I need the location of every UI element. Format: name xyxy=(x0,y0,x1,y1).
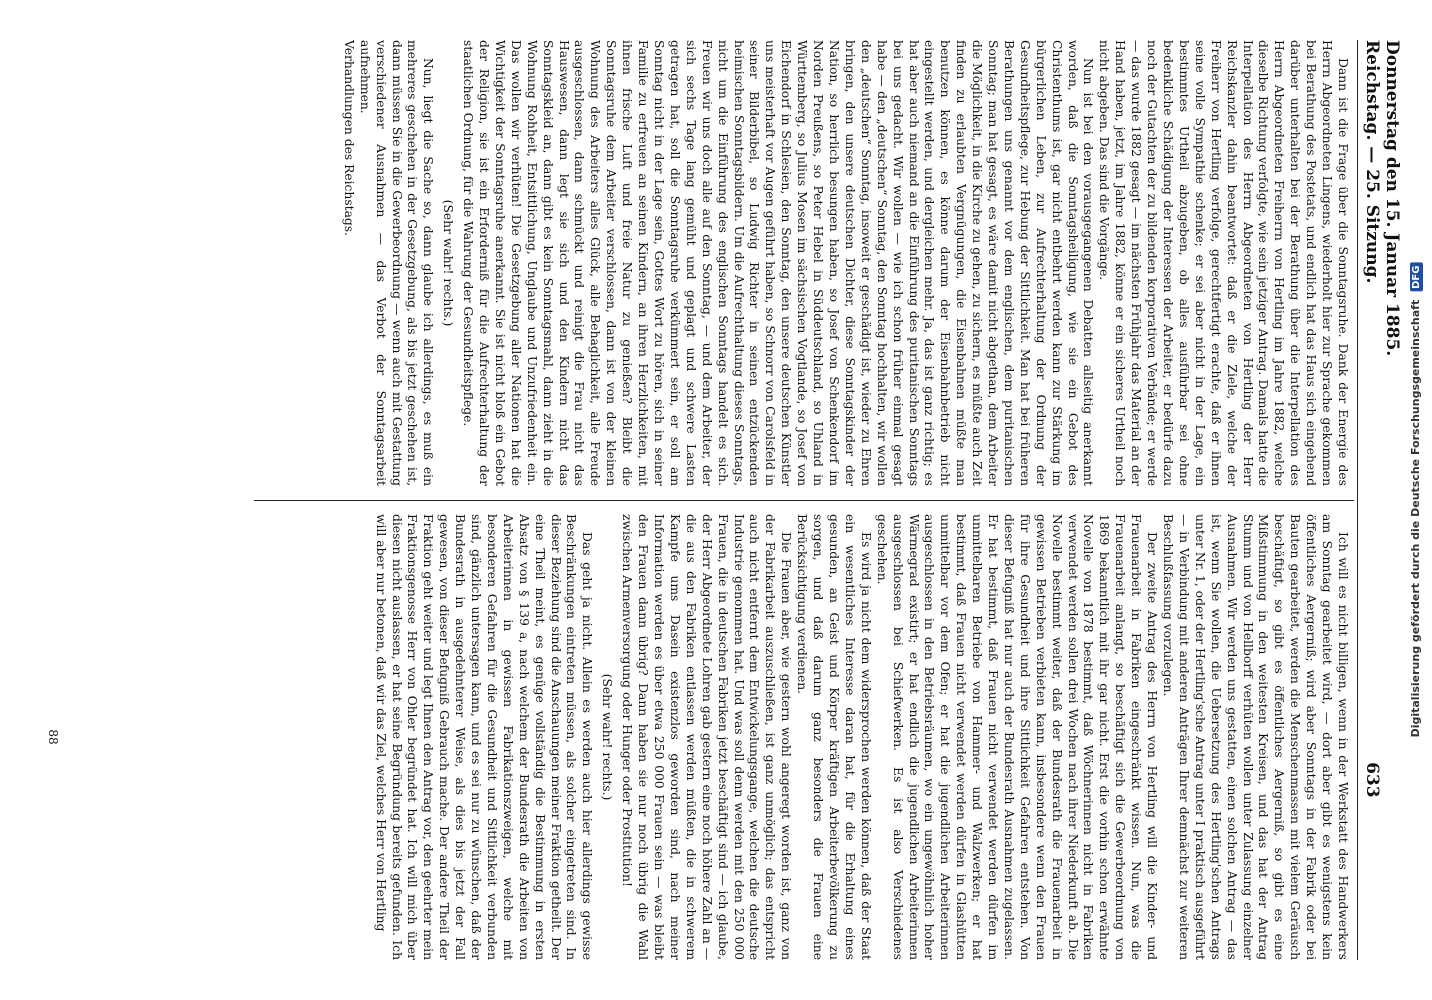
paragraph: Das geht ja nicht. Allein es werden auch hier allerdings gewisse Beschränkungen eintreten müssen, als solcher eingetreten sind. In dieser Beziehung sind die Anschauungen meiner Fraktion getheilt. Der eine Theil meint, es genüge vollständig die Bestimmung in ersten Absatz von § 139 a, nach welchem der Bundesrath die Arbeiten von Arbeiterinnen in gewissen Fabrikationszweigen, welche mit besonderen Gefahren für die Gesundheit und Sittlichkeit verbunden sind, gänzlich untersagen kann, und es sei nur zu wünschen, daß der Bundesrath in ausgedehnterer Weise, als dies bis jetzt der Fall gewesen, von dieser Befugniß Gebrauch mache. Der andere Theil der Fraktion geht weiter und legt Ihnen den Antrag vor, den geehrter mein Fraktionsgenosse Herr von Ohler begründet hat. Ich will mich über diesen nicht auslassen, er hat seine Begründung bereits gefunden. Ich will aber nur betonen, daß wir das Ziel, welches Herr von Hertling xyxy=(373,514,595,960)
paragraph: Ich will es nicht billigen, wenn in der Werkstatt des Handwerkers am Sonntag gearbeitet wird, — dort aber gibt es wenigstens kein öffentliches Aergerniß; wird aber Sonntags in der Fabrik oder bei Bauten gearbeitet, werden die Menschenmassen mit vielem Geräusch beschäftigt, so gibt es öffentliches Aergerniß, so gibt es eine Mißstimmung in den weitesten Kreisen, und das hat der Antrag Stumm und von Hellborff verhüten wollen unter Zulassung einzelner Ausnahmen. Wir werden uns gestatten, einen solchen Antrag — das ist, wenn Sie wollen, die Uebersetzung des Hertling'schen Antrags unter Nr. 1, oder der Hertling'sche Antrag unter I praktisch ausgeführt — in Verbindung mit anderen Anträgen Ihrer demnächst zur weiteren Beschlußfassung vorzulegen. xyxy=(1161,514,1350,960)
paragraph: Dann ist die Frage über die Sonntagsruhe. Dank der Energie des Herrn Abgeordneten Lingens, wiederholt hier zur Sprache gekommen bei Berathung des Postetats, und endlich hat das Haus sich eingehend darüber unterhalten bei der Berathung über die Interpellation des Herrn Abgeordneten Freiherrn von Hertling im Jahre 1882, welche dieselbe Richtung verfolgte, wie sein jetziger Antrag. Damals hatte die Interpellation des Herrn Abgeordneten von Hertling der Herr Reichskanzler dahin beantwortet: daß er die Ziele, welche der Freiherr von Hertling verfolge, gerechtfertigt erachte, daß er ihnen seine volle Sympathie schenke; er sei aber nicht in der Lage, ein bestimmtes Urtheil abzugeben, ob alles ausführbar sei ohne bedenkliche Schädigung der Interessen der Arbeiter, er bedürfe dazu noch der Gutachten der zu bildenden korporativen Verbände; er werde — das wurde 1882 gesagt — im nächsten Frühjahr das Material an der Hand haben, jetzt, im Jahre 1882, könne er ein sicheres Urtheil noch nicht abgeben. Das sind die Vorgänge. xyxy=(1097,40,1350,486)
running-header xyxy=(1357,40,1402,960)
applause-note: (Sehr wahr! rechts.) xyxy=(600,673,615,801)
paragraph: Der zweite Antrag des Herrn von Hertling will die Kinder- und Frauenarbeit in Fabriken eingeschränkt wissen. Nun, was die Frauenarbeit anlangt, so beschäftigt sich die Gewerbeordnung von 1869 bekanntlich mit ihr gar nicht. Erst die vorhin schon erwähnte Novelle von 1878 bestimmt, daß Wöchnerinnen nicht in Fabriken verwendet werden sollen drei Wochen nach ihrer Niederkunft ab. Die Novelle bestimmt weiter, daß der Bundesrath die Frauenarbeit in gewissen Betrieben verbieten kann, insbesondere wenn den Frauen für ihre Gesundheit und ihre Sittlichkeit Gefahren entstehen. Von dieser Befugniß hat nur auch der Bundesrath Ausnahmen zugelassen. Er hat bestimmt, daß Frauen nicht verwendet werden dürfen im unmittelbaren Betriebe von Hammer- und Walzwerken; er hat bestimmt, daß Frauen nicht verwendet werden dürfen in Glashütten unmittelbar vor dem Ofen; er hat die jugendlichen Arbeiterinnen ausgeschlossen in den Betriebsräumen, wo ein ungewöhnlich hoher Wärmegrad existirt; er hat endlich die jugendlichen Arbeiterinnen ausgeschlossen bei Schiefwerken. Es ist also Verschiedenes geschehen. xyxy=(874,514,1160,960)
dfg-logo: DFG xyxy=(1410,263,1423,292)
digitization-credit xyxy=(1404,10,1428,990)
applause-note: (Sehr wahr! rechts.) xyxy=(441,199,456,327)
sheet-signature: 88 xyxy=(46,729,60,745)
text-column-right xyxy=(60,514,1350,960)
credit-label: Digitalisierung gefördert durch die Deutsche Forschungsgemeinschaft xyxy=(1409,299,1422,738)
scanned-page xyxy=(30,25,1400,975)
paragraph: Die Frauen aber, wie gestern wohl angeregt worden ist, ganz von der Fabrikarbeit auszuschließen, ist ganz unmöglich; das entspricht auch nicht entfernt dem Entwickelungsgange, welchen die deutsche Industrie genommen hat. Und was soll denn werden mit den 250 000 Frauen, die in deutschen Fabriken jetzt beschäftigt sind — ich glaube, der Herr Abgeordnete Lohren gab gestern eine noch höhere Zahl an — die aus den Fabriken entlassen werden müßten, die in schwerem Kampfe ums Dasein existenzlos geworden sind, nach meiner Information werden es über etwa 250 000 Frauen sein — was bleibt den Frauen dann übrig? Dann haben sie nur noch übrig die Wahl zwischen Armenversorgung oder Hunger oder Prostitution! xyxy=(620,514,794,960)
column-divider xyxy=(254,500,1354,501)
footer-note: Verhandlungen des Reichstags. xyxy=(341,40,356,237)
paragraph: Nun, liegt die Sache so, dann glaube ich allerdings, es muß ein mehreres geschehen in der Gesetzgebung, als bis jetzt geschehen ist, dann müssen Sie in die Gewerbeordnung — wenn auch mit Gestattung verschiedener Ausnahmen — das Verbot der Sonntagsarbeit aufnehmen. xyxy=(357,40,436,486)
header-session: Reichstag. — 25. Sitzung. xyxy=(1362,40,1382,284)
paragraph: Nun ist bei den vorausgegangenen Debatten allseitig anerkannt worden, daß die Sonntagsheiligung, wie sie ein Gebot des Christenthums ist, gar nicht entbehrt werden kann zur Stärkung im bürgerlichen Leben, zur Aufrechterhaltung der Ordnung der Gesundheitspflege, zur Hebung der Sittlichkeit. Man hat bei früheren Berathungen uns genannt vor dem englischen, dem puritanischen Sonntag; man hat gesagt, es wäre damit nicht abgethan, dem Arbeiter die Möglichkeit, in die Kirche zu gehen, zu sichern, es müßte auch Zeit finden zu erlaubten Vergnügungen, die Eisenbahnen müßte man benutzen können, es könne darum der Eisenbahnbetrieb nicht eingestellt werden, und dergleichen mehr. Ja, das ist ganz richtig; es hat aber auch niemand an die Einführung des puritanischen Sonntags bei uns gedacht. Wir wollen — wie ich schon früher einmal gesagt habe — den „deutschen“ Sonntag, den Sonntag hochhalten, wir wollen den „deutschen“ Sonntag, insoweit er geschädigt ist, wieder zu Ehren bringen, den unsere deutschen Dichter, diese Sonntagskinder der Nation, so herrlich besungen haben, so Josef von Schenkendorf im Norden Preußens, so Peter Hebel in Süddeutschland, so Uhland in Württemberg, so Julius Mosen im sächsischen Vogtlande, so Josef von Eichendorf in Schlesien, den Sonntag, den unsere deutschen Künstler uns meisterhaft vor Augen geführt haben, so Schnorr von Carolsfeld in seiner Bilderbibel, so Ludwig Richter in seinen entzückenden heimischen Sonntagsbildern. Um die Aufrechthaltung dieses Sonntags, nicht um die Einführung des englischen Sonntags handelt es sich. Freuen wir uns doch alle auf den Sonntag, — und dem Arbeiter, der sich sechs Tage lang gemüht und geplagt und schwere Lasten getragen hat, soll die Sonntagsruhe verkümmert sein, er soll am Sonntag nicht in der Lage sein, Gottes Wort zu hören, sich in seiner Familie zu erfreuen an seinen Kindern, an ihren Herzlichkeiten, mit ihnen frische Luft und freie Natur zu genießen? Bleibt die Sonntagsruhe dem Arbeiter verschlossen, dann ist von der kleinen Wohnung des Arbeiters alles Glück, alle Behaglichkeit, alle Freude ausgeschlossen, dann schmückt und reinigt die Frau nicht das Hauswesen, dann legt sie sich und den Kindern nicht das Sonntagskleid an, dann gibt es kein Sonntagsmahl, dann zieht in die Wohnung Rohheit, Entsittlichung, Unglaube und Unzufriedenheit ein. Das wollen wir verhüten! Die Gesetzgebung aller Nationen hat die Wichtigkeit der Sonntagsruhe anerkannt. Sie ist nicht bloß ein Gebot der Religion, sie ist ein Erforderniß für die Aufrechterhaltung der staatlichen Ordnung, für die Wahrung der Gesundheitspflege. xyxy=(461,40,1096,486)
header-date-page xyxy=(1362,40,1402,960)
page-number: 633 xyxy=(1362,762,1382,798)
paragraph: Es wird ja nicht dem widersprochen werden können, daß der Staat ein wesentliches Interesse daran hat, für die Erhaltung eines gesunden, an Geist und Körper kräftigen Arbeiterbevölkerung zu sorgen, und daß darum ganz besonders die Frauen eine Berücksichtigung verdienen. xyxy=(795,514,873,960)
digitization-credit-text xyxy=(1409,263,1423,738)
text-column-left xyxy=(60,40,1350,486)
header-date: Donnerstag den 15. Januar 1885. xyxy=(1382,40,1402,357)
